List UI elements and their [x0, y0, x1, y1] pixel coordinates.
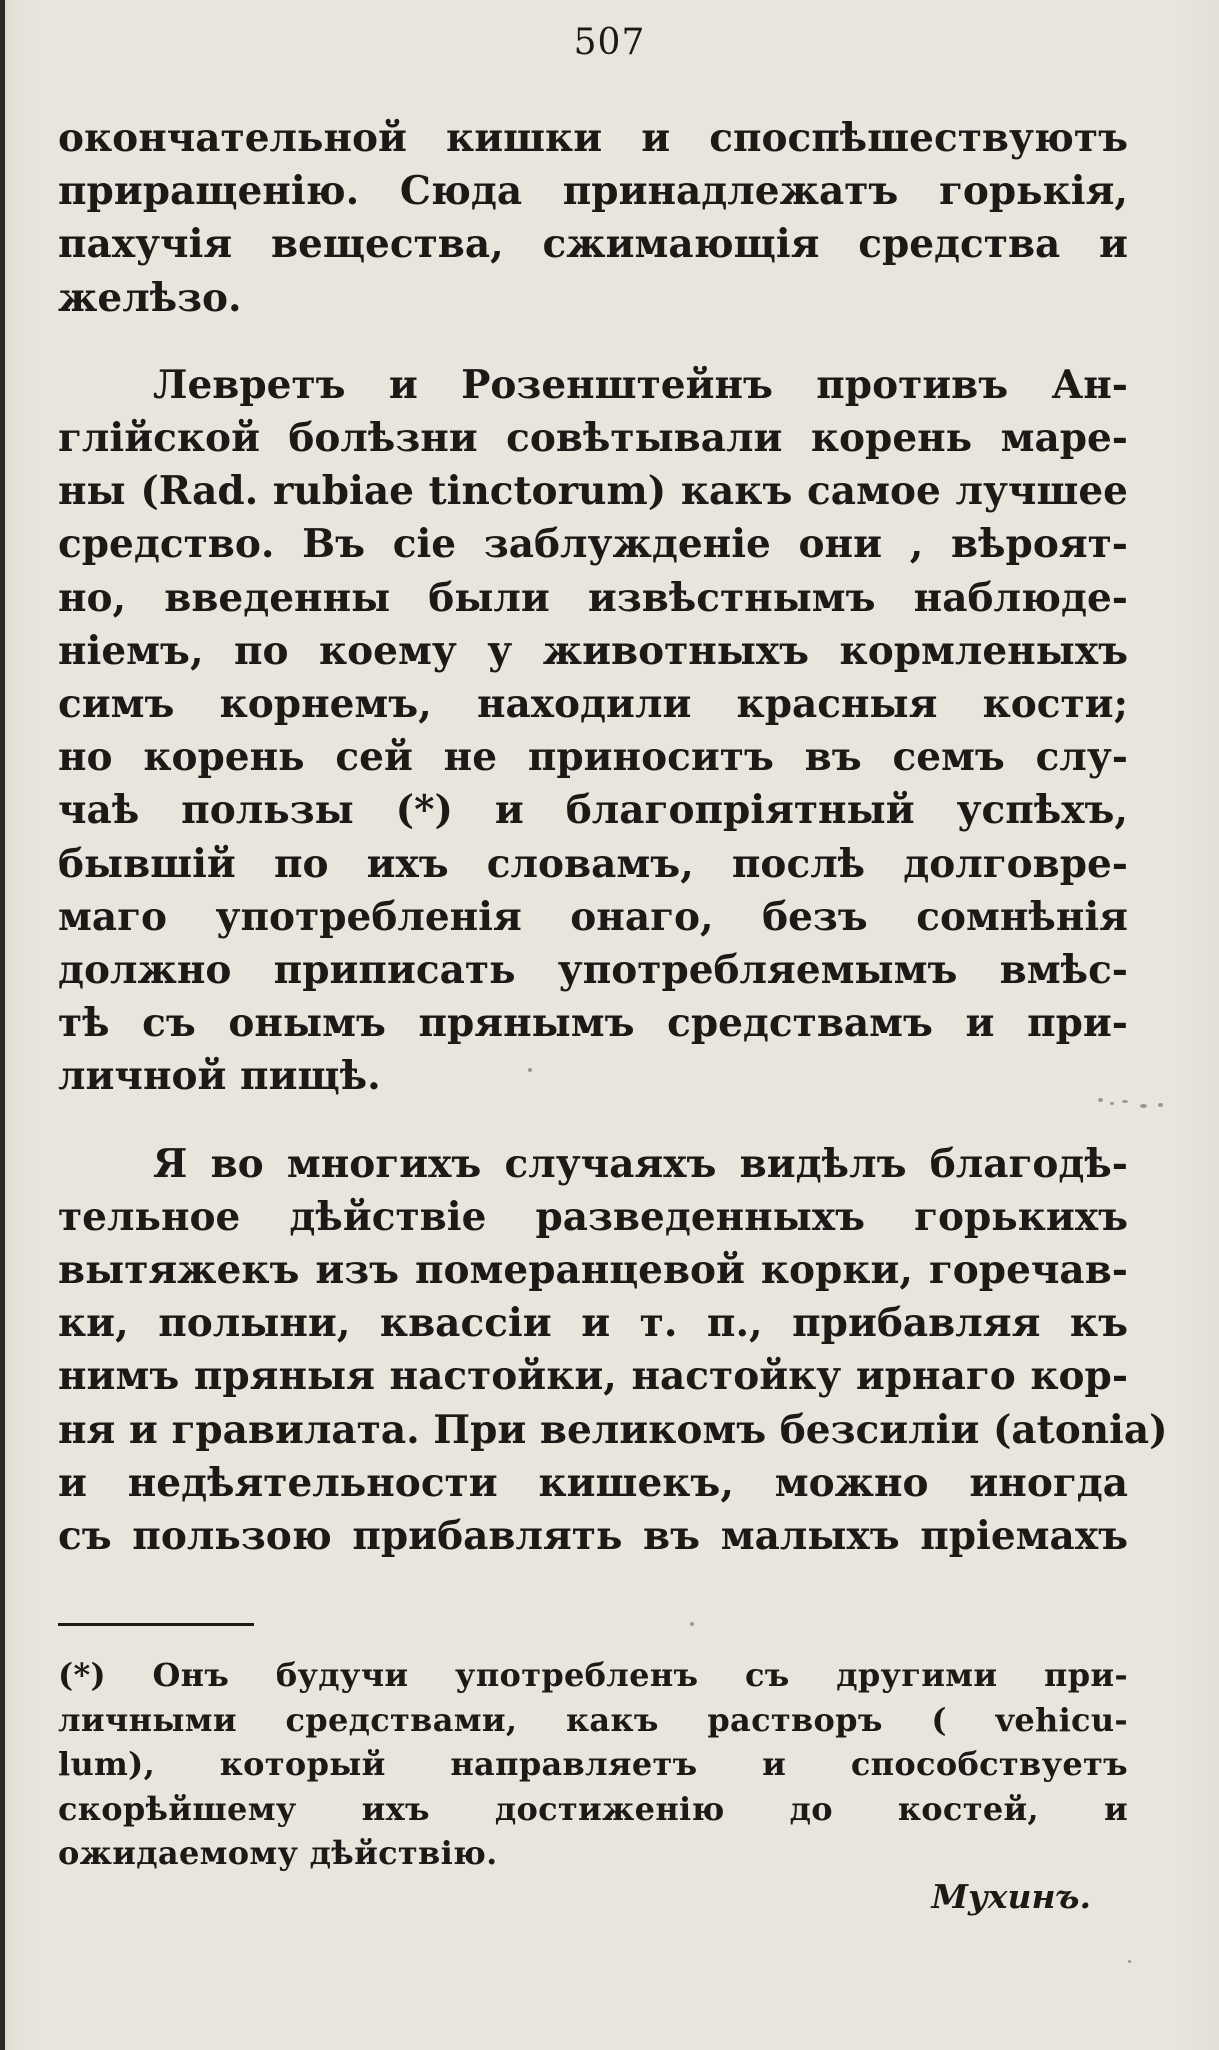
paragraph-1: [58, 112, 1128, 325]
footnote-divider: [58, 1623, 254, 1626]
print-speck: [1098, 1098, 1103, 1102]
print-speck: [528, 1068, 532, 1072]
text-line: маго употребленія онаго, безъ сомнѣнія: [58, 893, 1128, 940]
author-signature: Мухинъ.: [931, 1877, 1091, 1916]
text-line: съ пользою прибавлять въ малыхъ пріемахъ: [58, 1513, 1128, 1560]
footnote: [58, 1653, 1128, 1876]
print-speck: [1110, 1102, 1114, 1105]
text-line: бывшій по ихъ словамъ, послѣ долговре-: [58, 840, 1128, 887]
footnote-line: личными средствами, какъ растворъ ( vehicu-: [58, 1700, 1128, 1739]
text-line: желѣзо.: [58, 274, 242, 321]
text-line: чаѣ пользы (*) и благопріятный успѣхъ,: [58, 787, 1128, 834]
page-number: 507: [573, 22, 646, 63]
text-line: ны (Rad. rubiae tinctorum) какъ самое лучшее: [58, 468, 1128, 515]
footnote-line: lum), который направляетъ и способствуетъ: [58, 1745, 1128, 1783]
print-speck: [690, 1622, 694, 1626]
text-line: Левретъ и Розенштейнъ противъ Ан-: [153, 361, 1128, 408]
text-line: Я во многихъ случаяхъ видѣлъ благодѣ-: [153, 1140, 1128, 1187]
text-line: средство. Въ сіе заблужденіе они , вѣроят-: [58, 521, 1128, 568]
text-line: нимъ пряныя настойки, настойку ирнаго кор-: [58, 1353, 1128, 1400]
footnote-line: (*) Онъ будучи употребленъ съ другими при-: [58, 1656, 1128, 1694]
print-speck: [1128, 1960, 1131, 1963]
text-line: окончательной кишки и споспѣшествуютъ: [58, 115, 1128, 161]
text-line: вытяжекъ изъ померанцевой корки, горечав-: [58, 1247, 1128, 1294]
text-line: ніемъ, по коему у животныхъ кормленыхъ: [58, 627, 1128, 674]
text-line: и недѣятельности кишекъ, можно иногда: [58, 1459, 1128, 1506]
text-line: тельное дѣйствіе разведенныхъ горькихъ: [58, 1193, 1128, 1240]
binding-edge: [0, 0, 5, 2050]
print-speck: [1140, 1104, 1147, 1108]
text-line: но, введенны были извѣстнымъ наблюде-: [58, 574, 1128, 621]
text-line: но корень сей не приноситъ въ семъ слу-: [58, 734, 1128, 781]
text-line: ки, полыни, квассіи и т. п., прибавляя къ: [58, 1300, 1128, 1347]
text-line: личной пищѣ.: [58, 1053, 381, 1100]
text-line: ня и гравилата. При великомъ безсиліи (atonia): [58, 1406, 1168, 1453]
text-line: тѣ съ онымъ прянымъ средствамъ и при-: [58, 1000, 1128, 1047]
text-line: пахучія вещества, сжимающія средства и: [58, 221, 1128, 268]
footnote-line: ожидаемому дѣйствію.: [58, 1834, 498, 1872]
main-text: [58, 112, 1168, 1563]
text-line: симъ корнемъ, находили красныя кости;: [58, 681, 1128, 728]
print-speck: [1158, 1103, 1163, 1107]
paragraph-3: [58, 1138, 1168, 1564]
text-line: глійской болѣзни совѣтывали корень маре-: [58, 415, 1128, 462]
text-line: должно приписать употребляемымъ вмѣс-: [58, 947, 1128, 994]
paragraph-2: [58, 359, 1128, 1104]
print-speck: [1122, 1100, 1128, 1103]
text-line: приращенію. Сюда принадлежатъ горькія,: [58, 168, 1128, 215]
footnote-line: скорѣйшему ихъ достиженію до костей, и: [58, 1789, 1128, 1828]
